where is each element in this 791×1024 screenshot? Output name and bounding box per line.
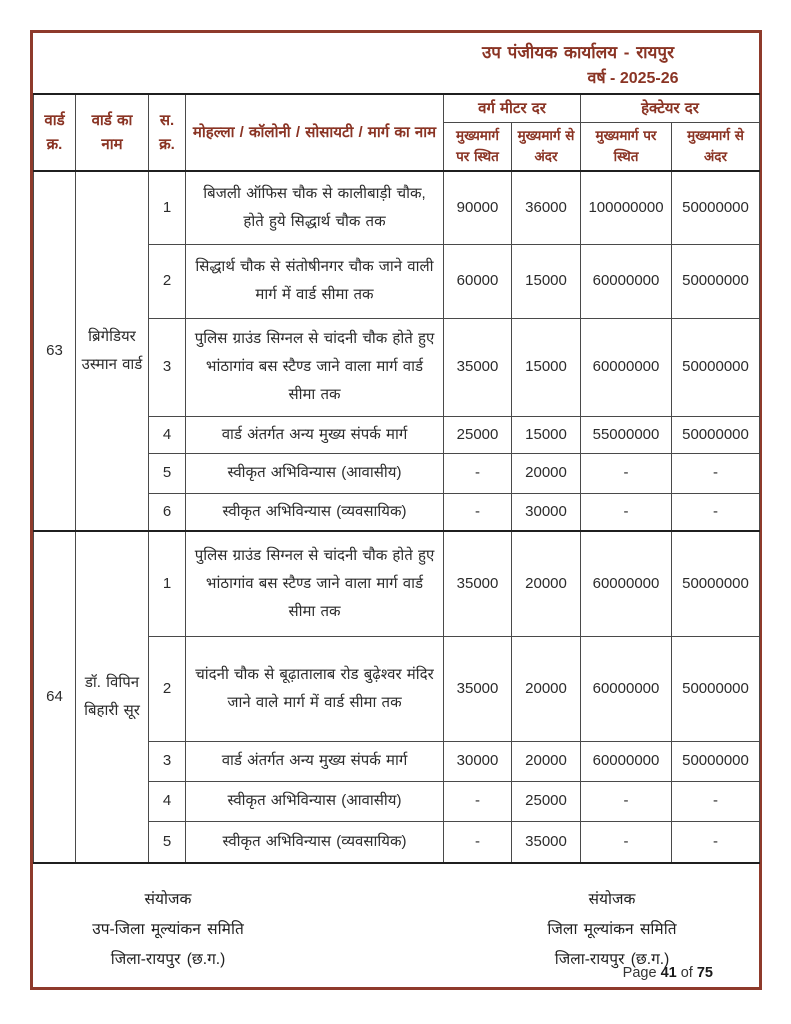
rate-table-header [34, 94, 760, 171]
serial-number: 2 [149, 636, 186, 741]
road-name: स्वीकृत अभिविन्यास (व्यवसायिक) [186, 821, 444, 863]
rate-table-body [34, 171, 760, 863]
serial-number: 6 [149, 493, 186, 531]
serial-number: 4 [149, 781, 186, 821]
sqm-rate-inside: 20000 [512, 741, 581, 781]
hectare-rate-on-main: 60000000 [581, 244, 672, 318]
sqm-rate-on-main: - [444, 821, 512, 863]
sqm-rate-inside: 15000 [512, 416, 581, 453]
hectare-rate-on-main: - [581, 781, 672, 821]
hectare-rate-on-main: 60000000 [581, 741, 672, 781]
sqm-rate-on-main: 90000 [444, 171, 512, 244]
sqm-rate-on-main: - [444, 493, 512, 531]
serial-number: 5 [149, 821, 186, 863]
sqm-rate-on-main: 30000 [444, 741, 512, 781]
sqm-rate-inside: 25000 [512, 781, 581, 821]
column-header-serial: स. क्र. [149, 94, 186, 171]
page-number-indicator [623, 965, 713, 981]
serial-number: 1 [149, 531, 186, 636]
serial-number: 4 [149, 416, 186, 453]
road-name: स्वीकृत अभिविन्यास (आवासीय) [186, 781, 444, 821]
year-line: वर्ष - 2025-26 [587, 70, 679, 87]
column-header-road-name: मोहल्ला / कॉलोनी / सोसायटी / मार्ग का नाम [186, 94, 444, 171]
road-name: वार्ड अंतर्गत अन्य मुख्य संपर्क मार्ग [186, 416, 444, 453]
sqm-rate-inside: 20000 [512, 453, 581, 493]
serial-number: 5 [149, 453, 186, 493]
hectare-rate-inside: 50000000 [672, 244, 760, 318]
hectare-rate-inside: 50000000 [672, 741, 760, 781]
hectare-rate-on-main: - [581, 493, 672, 531]
sqm-rate-on-main: 35000 [444, 636, 512, 741]
column-group-sqm-rate: वर्ग मीटर दर [444, 94, 581, 123]
sqm-rate-inside: 15000 [512, 244, 581, 318]
page-border-frame [30, 30, 762, 990]
hectare-rate-on-main: 60000000 [581, 636, 672, 741]
ward-name: डॉ. विपिन बिहारी सूर [76, 531, 149, 863]
page-number: 41 [660, 965, 677, 981]
ward-number: 64 [34, 531, 76, 863]
sqm-rate-on-main: - [444, 781, 512, 821]
serial-number: 2 [149, 244, 186, 318]
hectare-rate-inside: 50000000 [672, 416, 760, 453]
serial-number: 1 [149, 171, 186, 244]
road-name: चांदनी चौक से बूढ़ातालाब रोड बुढ़ेश्वर मंदिर जाने वाले मार्ग में वार्ड सीमा तक [186, 636, 444, 741]
sqm-rate-on-main: 35000 [444, 531, 512, 636]
road-name: स्वीकृत अभिविन्यास (आवासीय) [186, 453, 444, 493]
convener-label: संयोजक [144, 891, 192, 908]
serial-number: 3 [149, 318, 186, 416]
sqm-rate-inside: 35000 [512, 821, 581, 863]
serial-number: 3 [149, 741, 186, 781]
district-name: जिला-रायपुर (छ.ग.) [110, 951, 226, 968]
road-name: स्वीकृत अभिविन्यास (व्यवसायिक) [186, 493, 444, 531]
footer-sub-district-committee [53, 885, 283, 975]
hectare-rate-inside: - [672, 453, 760, 493]
road-name: वार्ड अंतर्गत अन्य मुख्य संपर्क मार्ग [186, 741, 444, 781]
committee-name: जिला मूल्यांकन समिति [547, 921, 677, 938]
sqm-rate-inside: 15000 [512, 318, 581, 416]
hectare-rate-on-main: 60000000 [581, 531, 672, 636]
of-label: of [680, 965, 693, 981]
hectare-rate-on-main: - [581, 453, 672, 493]
road-name: पुलिस ग्राउंड सिग्नल से चांदनी चौक होते हुए भांठागांव बस स्टैण्ड जाने वाला मार्ग वार्ड सीमा तक [186, 531, 444, 636]
sqm-rate-on-main: 35000 [444, 318, 512, 416]
hectare-rate-inside: - [672, 493, 760, 531]
sqm-rate-inside: 20000 [512, 531, 581, 636]
table-row [34, 531, 760, 636]
page-label: Page [622, 965, 657, 981]
column-header-hect-on-main: मुख्यमार्ग पर स्थित [581, 123, 672, 172]
sqm-rate-on-main: - [444, 453, 512, 493]
sqm-rate-inside: 30000 [512, 493, 581, 531]
hectare-rate-inside: - [672, 781, 760, 821]
hectare-rate-on-main: 100000000 [581, 171, 672, 244]
office-title: उप पंजीयक कार्यालय - रायपुर [481, 43, 675, 62]
column-header-ward-no: वार्ड क्र. [34, 94, 76, 171]
hectare-rate-on-main: 60000000 [581, 318, 672, 416]
hectare-rate-inside: - [672, 821, 760, 863]
ward-name: ब्रिगेडियर उस्मान वार्ड [76, 171, 149, 531]
sqm-rate-inside: 36000 [512, 171, 581, 244]
column-header-hect-inside: मुख्यमार्ग से अंदर [672, 123, 760, 172]
sqm-rate-on-main: 25000 [444, 416, 512, 453]
sqm-rate-on-main: 60000 [444, 244, 512, 318]
hectare-rate-inside: 50000000 [672, 636, 760, 741]
page-total: 75 [696, 965, 713, 981]
sqm-rate-inside: 20000 [512, 636, 581, 741]
hectare-rate-inside: 50000000 [672, 318, 760, 416]
convener-label: संयोजक [588, 891, 636, 908]
road-name: पुलिस ग्राउंड सिग्नल से चांदनी चौक होते हुए भांठागांव बस स्टैण्ड जाने वाला मार्ग वार्ड सीमा तक [186, 318, 444, 416]
hectare-rate-inside: 50000000 [672, 171, 760, 244]
district-name: जिला-रायपुर (छ.ग.) [554, 951, 670, 968]
column-header-sqm-inside: मुख्यमार्ग से अंदर [512, 123, 581, 172]
column-group-hectare-rate: हेक्टेयर दर [581, 94, 760, 123]
ward-number: 63 [34, 171, 76, 531]
table-row [34, 171, 760, 244]
column-header-sqm-on-main: मुख्यमार्ग पर स्थित [444, 123, 512, 172]
footer-district-committee [497, 885, 727, 975]
rate-table [33, 93, 760, 864]
hectare-rate-on-main: - [581, 821, 672, 863]
hectare-rate-on-main: 55000000 [581, 416, 672, 453]
hectare-rate-inside: 50000000 [672, 531, 760, 636]
column-header-ward-name: वार्ड का नाम [76, 94, 149, 171]
road-name: सिद्धार्थ चौक से संतोषीनगर चौक जाने वाली मार्ग में वार्ड सीमा तक [186, 244, 444, 318]
road-name: बिजली ऑफिस चौक से कालीबाड़ी चौक, होते हुये सिद्धार्थ चौक तक [186, 171, 444, 244]
committee-name: उप-जिला मूल्यांकन समिति [92, 921, 244, 938]
